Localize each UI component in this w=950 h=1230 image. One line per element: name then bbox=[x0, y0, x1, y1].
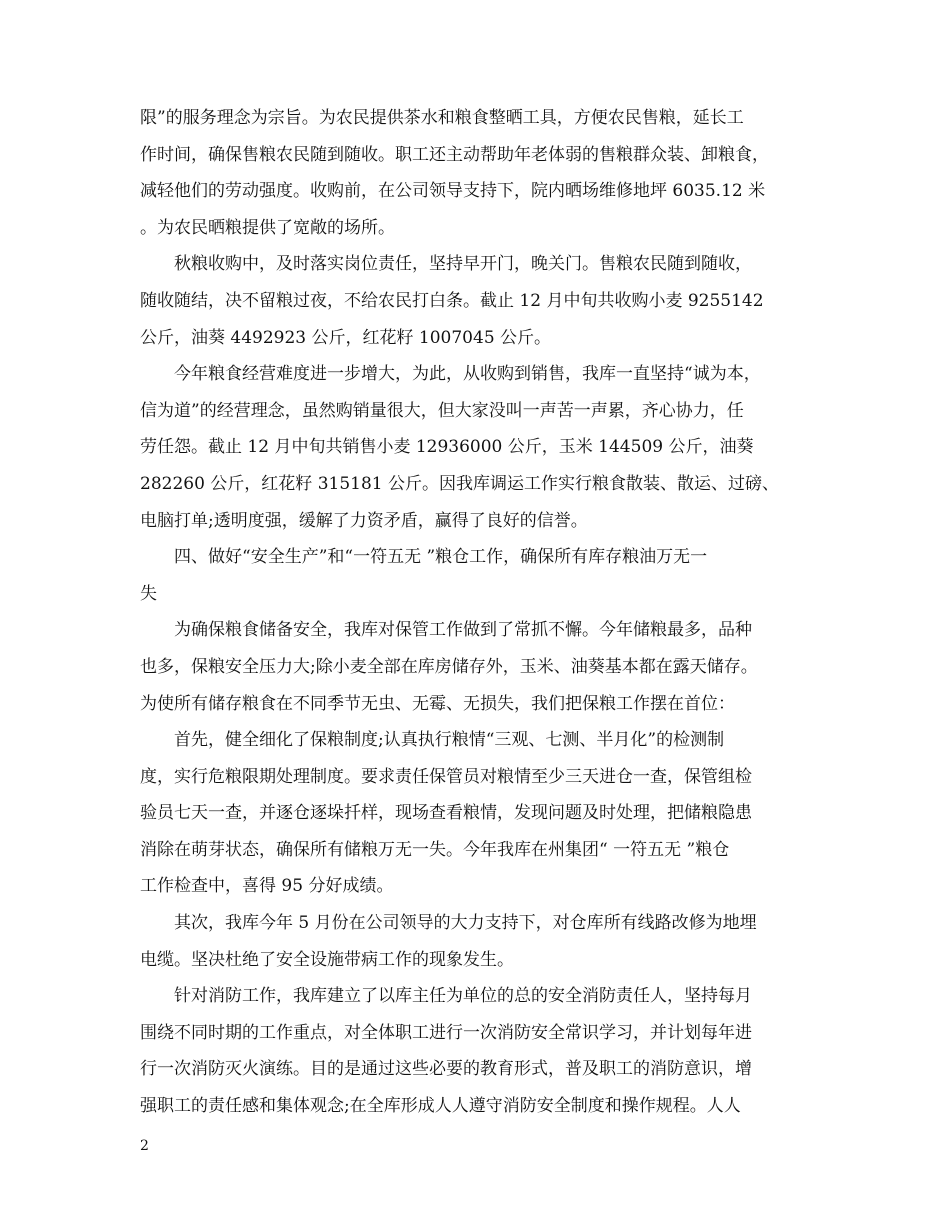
text-line: 其次，我库今年 5 月份在公司领导的大力支持下，对仓库所有线路改修为地埋 bbox=[174, 913, 757, 934]
paragraph-second-measures bbox=[140, 905, 830, 978]
text-line: 电脑打单;透明度强，缓解了力资矛盾，赢得了良好的信誉。 bbox=[140, 510, 588, 531]
text-line: 信为道”的经营理念，虽然购销量很大，但大家没叫一声苦一声累，齐心协力，任 bbox=[140, 400, 744, 421]
text-line: 随收随结，决不留粮过夜，不给农民打白条。截止 12 月中旬共收购小麦 9255142 bbox=[140, 290, 764, 311]
document-page bbox=[140, 100, 830, 1125]
text-line: 282260 公斤，红花籽 315181 公斤。因我库调运工作实行粮食散装、散运、过磅、 bbox=[140, 473, 780, 494]
text-line: 度，实行危粮限期处理制度。要求责任保管员对粮情至少三天进仓一查，保管组检 bbox=[140, 766, 752, 787]
paragraph-fire-safety bbox=[140, 978, 830, 1124]
text-line: 电缆。坚决杜绝了安全设施带病工作的现象发生。 bbox=[140, 949, 514, 970]
text-line: 围绕不同时期的工作重点，对全体职工进行一次消防安全常识学习，并计划每年进 bbox=[140, 1022, 752, 1043]
text-line: 劳任怨。截止 12 月中旬共销售小麦 12936000 公斤，玉米 144509 公斤，油葵 bbox=[140, 437, 754, 458]
text-line: 行一次消防灭火演练。目的是通过这些必要的教育形式，普及职工的消防意识，增 bbox=[140, 1059, 752, 1080]
text-line: 针对消防工作，我库建立了以库主任为单位的总的安全消防责任人，坚持每月 bbox=[174, 986, 752, 1007]
text-line: 验员七天一查，并逐仓逐垛扦样，现场查看粮情，发现问题及时处理，把储粮隐患 bbox=[140, 803, 752, 824]
paragraph-storage-safety bbox=[140, 612, 830, 722]
text-line: 公斤，油葵 4492923 公斤，红花籽 1007045 公斤。 bbox=[140, 327, 552, 348]
text-line: 为使所有储存粮食在不同季节无虫、无霉、无损失，我们把保粮工作摆在首位： bbox=[140, 693, 735, 714]
section-heading-safety bbox=[140, 539, 830, 612]
text-line: 四、做好“安全生产”和“一符五无 ”粮仓工作，确保所有库存粮油万无一 bbox=[174, 547, 708, 568]
text-line: 。为农民晒粮提供了宽敞的场所。 bbox=[140, 217, 395, 238]
text-line: 为确保粮食储备安全，我库对保管工作做到了常抓不懈。今年储粮最多，品种 bbox=[174, 620, 752, 641]
text-line: 减轻他们的劳动强度。收购前，在公司领导支持下，院内晒场维修地坪 6035.12 米 bbox=[140, 181, 766, 202]
text-line: 失 bbox=[140, 583, 157, 604]
text-line: 工作检查中，喜得 95 分好成绩。 bbox=[140, 876, 394, 897]
text-line: 限”的服务理念为宗旨。为农民提供茶水和粮食整晒工具，方便农民售粮，延长工 bbox=[140, 108, 744, 128]
paragraph-first-measures bbox=[140, 722, 830, 905]
paragraph-autumn-purchase bbox=[140, 246, 830, 356]
text-line: 消除在萌芽状态，确保所有储粮万无一失。今年我库在州集团“ 一符五无 ”粮仓 bbox=[140, 839, 730, 860]
text-line: 今年粮食经营难度进一步增大，为此，从收购到销售，我库一直坚持“诚为本， bbox=[174, 364, 761, 385]
text-line: 强职工的责任感和集体观念;在全库形成人人遵守消防安全制度和操作规程。人人 bbox=[140, 1096, 741, 1117]
paragraph-service-concept bbox=[140, 100, 830, 246]
text-line: 也多，保粮安全压力大;除小麦全部在库房储存外，玉米、油葵基本都在露天储存。 bbox=[140, 656, 758, 677]
text-line: 作时间，确保售粮农民随到随收。职工还主动帮助年老体弱的售粮群众装、卸粮食， bbox=[140, 144, 769, 165]
text-line: 首先，健全细化了保粮制度;认真执行粮情“三观、七测、半月化”的检测制 bbox=[174, 730, 725, 751]
paragraph-sales bbox=[140, 356, 830, 539]
page-number: 2 bbox=[140, 1138, 149, 1154]
text-line: 秋粮收购中，及时落实岗位责任，坚持早开门，晚关门。售粮农民随到随收， bbox=[174, 254, 752, 275]
